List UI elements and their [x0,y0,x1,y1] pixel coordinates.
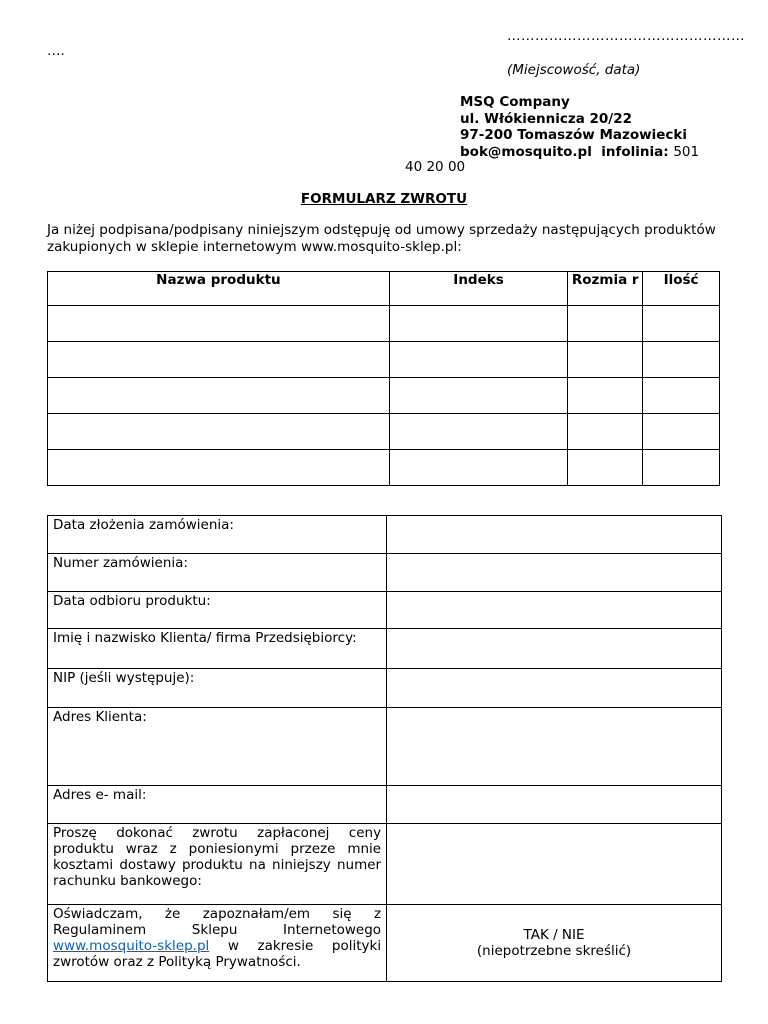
email-label: Adres e- mail: [48,786,387,824]
company-name: MSQ Company [460,94,570,110]
product-quantity-cell[interactable] [643,414,720,450]
hotline-label: infolinia: [601,143,669,160]
company-contact-line [460,144,699,161]
table-row [48,786,722,824]
yes-no-note: (niepotrzebne skreślić) [476,943,632,959]
nip-label: NIP (jeśli występuje): [48,669,387,708]
address-label: Adres Klienta: [48,708,387,786]
company-street: ul. Włókiennicza 20/22 [460,110,633,127]
product-index-cell[interactable] [389,306,567,342]
product-name-cell[interactable] [48,378,390,414]
table-row [48,669,722,708]
receipt-date-label: Data odbioru produktu: [48,592,387,629]
products-table [47,271,720,486]
hotline-number-end: 40 20 00 [405,159,466,175]
product-index-cell[interactable] [389,378,567,414]
table-row [48,592,722,629]
email-field[interactable] [387,786,722,824]
date-signature-line: …………………………………………… [507,28,745,44]
order-date-label: Data złożenia zamówienia: [48,516,387,554]
products-header-row [48,272,720,306]
intro-paragraph: Ja niżej podpisana/podpisany niniejszym odstępuję od umowy sprzedaży następujących produktów zakupionych w sklepie internetowym www.mosquito-sklep.pl: [47,222,716,255]
product-name-cell[interactable] [48,342,390,378]
bank-account-field[interactable] [387,824,722,905]
header-size: Rozmia r [568,272,643,306]
company-city: 97-200 Tomaszów Mazowiecki [460,127,688,143]
terms-statement [48,905,387,982]
yes-no-answer: TAK / NIE [523,927,585,943]
company-address-block [460,94,699,160]
table-row [48,554,722,592]
order-number-label: Numer zamówienia: [48,554,387,592]
table-row [48,414,720,450]
product-size-cell[interactable] [568,306,643,342]
shop-website-link[interactable]: www.mosquito-sklep.pl [53,938,210,954]
statement-text-after: w zakresie polityki zwrotów oraz z Polityką Prywatności. [53,938,382,970]
header-product-name: Nazwa produktu [48,272,390,306]
product-size-cell[interactable] [568,342,643,378]
product-size-cell[interactable] [568,414,643,450]
table-row [48,516,722,554]
client-name-field[interactable] [387,629,722,669]
left-dots: …. [47,43,65,59]
product-index-cell[interactable] [389,342,567,378]
refund-request-label: Proszę dokonać zwrotu zapłaconej ceny produktu wraz z poniesionymi przeze mnie kosztami dostawy produktu na niniejszy numer rachunku bankowego: [48,824,387,905]
product-quantity-cell[interactable] [643,342,720,378]
client-details-table [47,515,722,982]
product-quantity-cell[interactable] [643,378,720,414]
table-row [48,629,722,669]
product-index-cell[interactable] [389,414,567,450]
product-quantity-cell[interactable] [643,450,720,486]
product-name-cell[interactable] [48,450,390,486]
table-row [48,708,722,786]
header-quantity: Ilość [643,272,720,306]
receipt-date-field[interactable] [387,592,722,629]
product-quantity-cell[interactable] [643,306,720,342]
table-row [48,306,720,342]
address-field[interactable] [387,708,722,786]
hotline-number-start: 501 [673,143,700,160]
order-date-field[interactable] [387,516,722,554]
table-row [48,378,720,414]
product-size-cell[interactable] [568,450,643,486]
form-title: FORMULARZ ZWROTU [300,191,468,207]
table-row [48,342,720,378]
header-index: Indeks [389,272,567,306]
nip-field[interactable] [387,669,722,708]
company-email: bok@mosquito.pl [460,143,592,160]
place-date-caption: (Miejscowość, data) [507,62,641,78]
product-name-cell[interactable] [48,414,390,450]
product-size-cell[interactable] [568,378,643,414]
table-row [48,824,722,905]
order-number-field[interactable] [387,554,722,592]
table-row [48,450,720,486]
statement-text-before: Oświadczam, że zapoznałam/em się z Regulaminem Sklepu Internetowego [53,906,382,938]
client-name-label: Imię i nazwisko Klienta/ firma Przedsiębiorcy: [48,629,387,669]
product-index-cell[interactable] [389,450,567,486]
yes-no-answer-cell[interactable] [387,905,722,982]
table-row [48,905,722,982]
product-name-cell[interactable] [48,306,390,342]
